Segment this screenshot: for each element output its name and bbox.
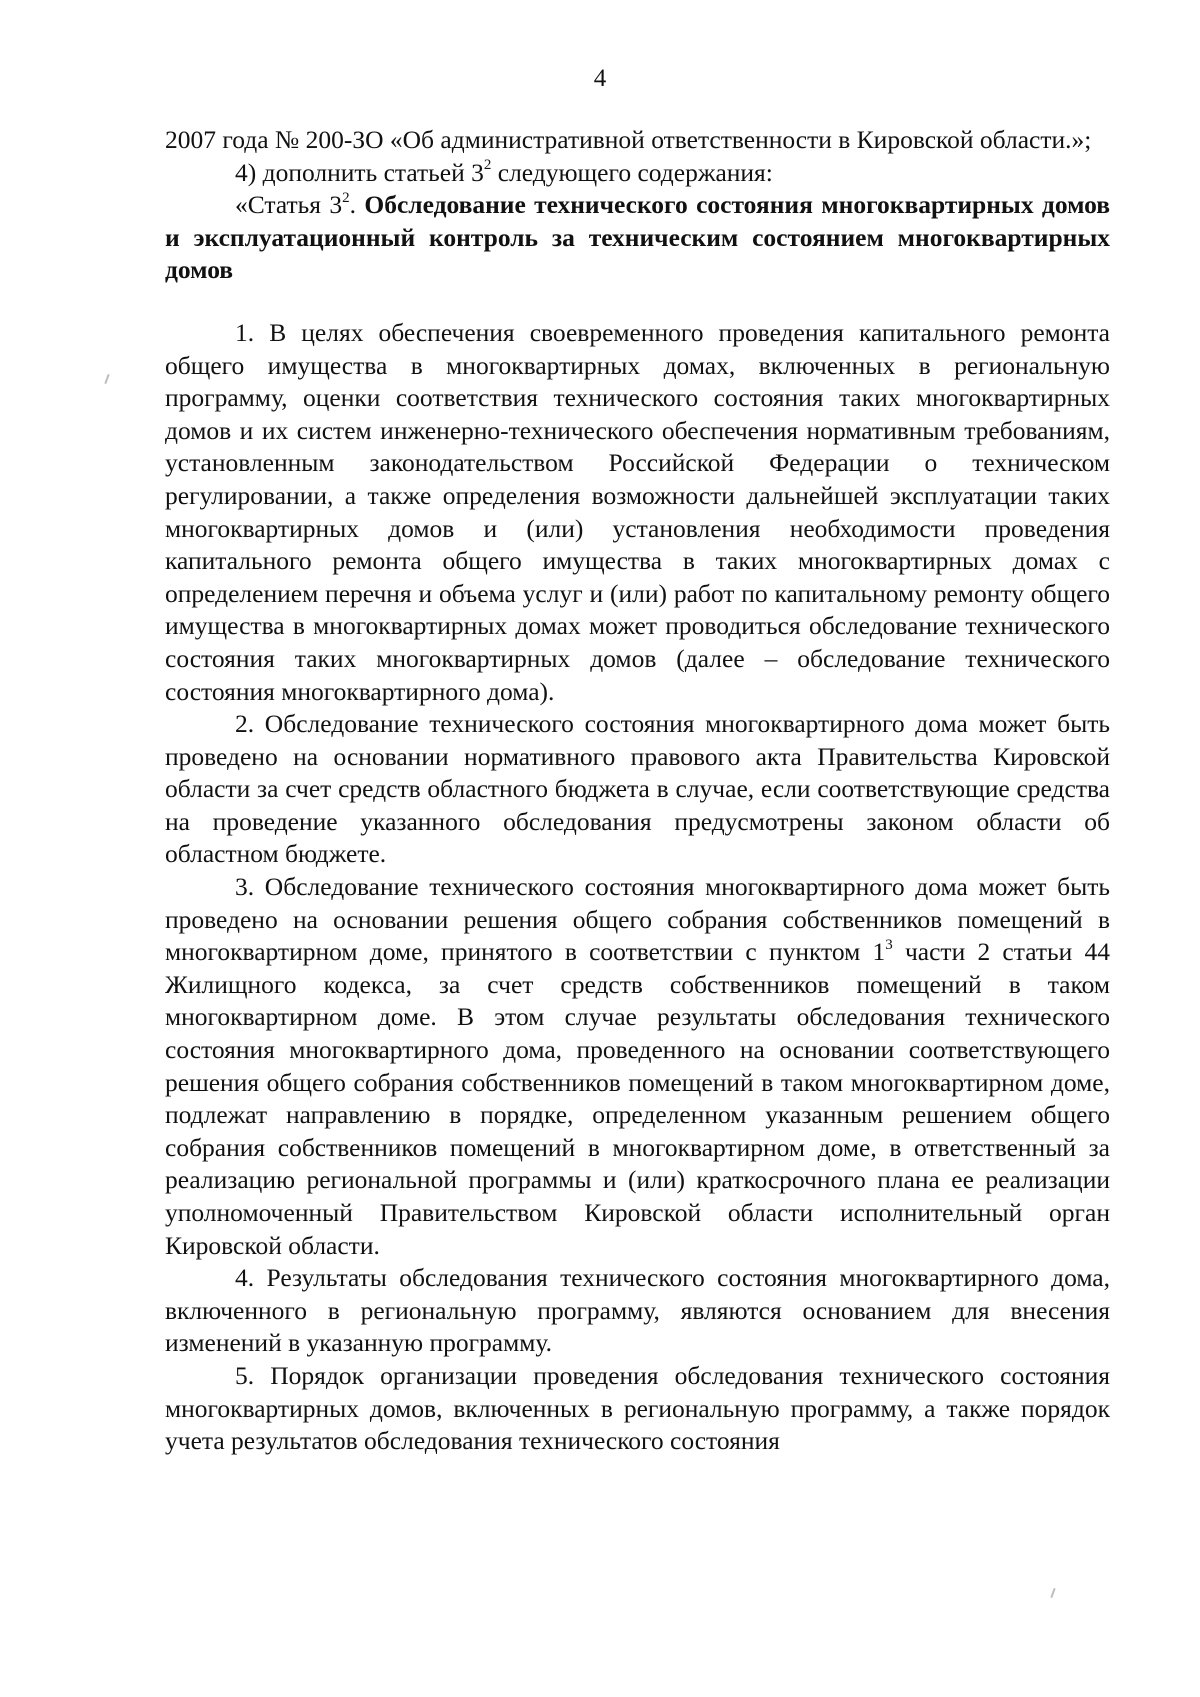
- document-body: [165, 124, 1110, 1458]
- article-superscript: 2: [342, 189, 350, 206]
- item-4-suffix: следующего содержания:: [491, 157, 773, 187]
- article-lead-after: .: [349, 190, 365, 220]
- continuation-paragraph: 2007 года № 200-ЗО «Об административной ответственности в Кировской области.»;: [165, 125, 1092, 154]
- point-3-before: 3. Обследование технического состояния многоквартирного дома может быть проведено на основании решения общего собрания собственников помещений в многоквартирном доме, принятого в соответствии с пунктом 1: [165, 872, 1110, 967]
- scan-artifact: [1050, 1588, 1055, 1598]
- item-4-prefix: 4) дополнить статьей 3: [235, 157, 484, 187]
- point-3-after: части 2 статьи 44 Жилищного кодекса, за счет средств собственников помещений в таком многоквартирном доме. В этом случае результаты обследования технического состояния многоквартирного дома, проведенного на основании соответствующего решения общего собрания собственников помещений в таком многоквартирном доме, подлежат направлению в порядке, определенном указанным решением общего собрания собственников помещений в многоквартирном доме, в ответственный за реализацию региональной программы и (или) краткосрочного плана ее реализации уполномоченный Правительством Кировской области исполнительный орган Кировской области.: [165, 937, 1110, 1260]
- article-heading: [165, 189, 1110, 287]
- item-4-superscript: 2: [483, 157, 492, 174]
- point-1-paragraph: 1. В целях обеспечения своевременного проведения капитального ремонта общего имущества в многоквартирных домах, включенных в региональную программу, оценки соответствия технического состояния таких многоквартирных домов и их систем инженерно-технического обеспечения нормативным требованиям, установленным законодательством Российской Федерации о техническом регулировании, а также определения возможности дальнейшей эксплуатации таких многоквартирных домов и (или) установления необходимости проведения капитального ремонта общего имущества в таких многоквартирных домах с определением перечня и объема услуг и (или) работ по капитальному ремонту общего имущества в многоквартирных домах может проводиться обследование технического состояния таких многоквартирных домов (далее – обследование технического состояния многоквартирного дома).: [165, 317, 1110, 706]
- article-lead: «Статья 3: [235, 190, 343, 220]
- point-4-paragraph: 4. Результаты обследования технического состояния многоквартирного дома, включенного в региональную программу, являются основанием для внесения изменений в указанную программу.: [165, 1263, 1110, 1358]
- page-number: 4: [593, 65, 607, 92]
- spacer: [165, 287, 1110, 317]
- scan-artifact: [104, 374, 109, 384]
- point-3-paragraph: [165, 871, 1110, 1262]
- point-2-paragraph: 2. Обследование технического состояния многоквартирного дома может быть проведено на основании нормативного правового акта Правительства Кировской области за счет средств областного бюджета в случае, если соответствующие средства на проведение указанного обследования предусмотрены законом области об областном бюджете.: [165, 709, 1110, 869]
- point-5-paragraph: 5. Порядок организации проведения обследования технического состояния многоквартирных домов, включенных в региональную программу, а также порядок учета результатов обследования технического состояния: [165, 1360, 1110, 1456]
- article-title: Обследование технического состояния многоквартирных домов и эксплуатационный контроль за техническим состоянием многоквартирных домов: [165, 190, 1111, 285]
- point-3-superscript: 3: [885, 936, 893, 953]
- item-4-paragraph: [165, 157, 1110, 190]
